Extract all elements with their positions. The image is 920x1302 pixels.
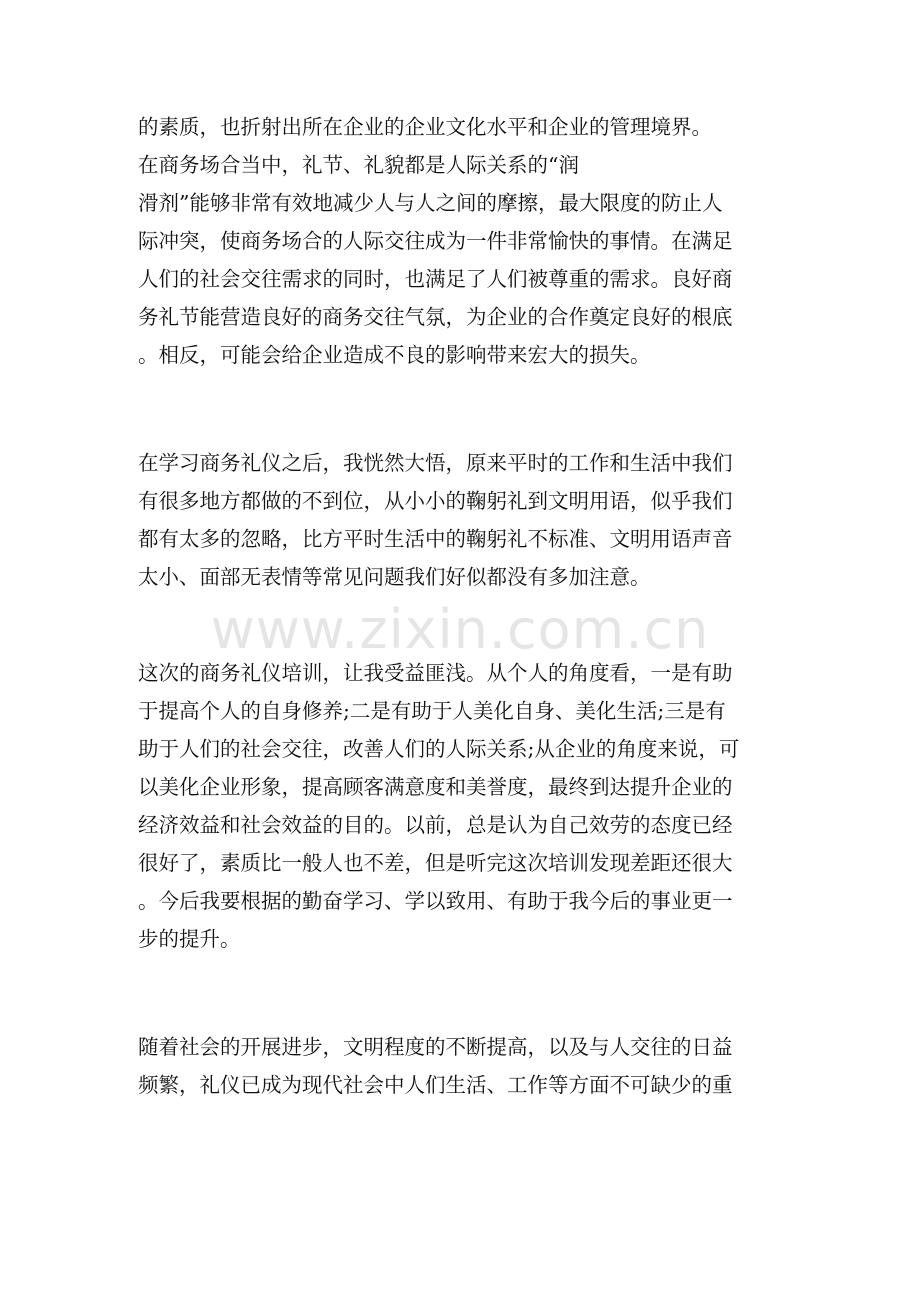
paragraph-4 (138, 1028, 788, 1104)
paragraph-line: 在商务场合当中，礼节、礼貌都是人际关系的“润 (138, 153, 579, 177)
paragraph-line: 于提高个人的自身修养;二是有助于人美化自身、美化生活;三是有 (138, 699, 726, 723)
paragraph-line: 都有太多的忽略，比方平时生活中的鞠躬礼不标准、文明用语声音 (138, 527, 733, 551)
paragraph-line: 以美化企业形象，提高顾客满意度和美誉度，最终到达提升企业的 (138, 775, 733, 799)
paragraph-line: 助于人们的社会交往，改善人们的人际关系;从企业的角度来说，可 (138, 737, 740, 761)
paragraph-line: 务礼节能营造良好的商务交往气氛，为企业的合作奠定良好的根底 (138, 305, 733, 329)
paragraph-line: 。今后我要根据的勤奋学习、学以致用、有助于我今后的事业更一 (138, 889, 733, 913)
paragraph-1 (138, 108, 788, 374)
paragraph-line: 频繁，礼仪已成为现代社会中人们生活、工作等方面不可缺少的重 (138, 1073, 733, 1097)
paragraph-line: 滑剂”能够非常有效地减少人与人之间的摩擦，最大限度的防止人 (138, 191, 723, 215)
paragraph-line: 很好了，素质比一般人也不差，但是听完这次培训发现差距还很大 (138, 851, 733, 875)
paragraph-line: 在学习商务礼仪之后，我恍然大悟，原来平时的工作和生活中我们 (138, 451, 733, 475)
paragraph-line: 步的提升。 (138, 927, 241, 951)
paragraph-line: 随着社会的开展进步，文明程度的不断提高，以及与人交往的日益 (138, 1035, 733, 1059)
paragraph-2 (138, 444, 788, 596)
paragraph-line: 的素质，也折射出所在企业的企业文化水平和企业的管理境界。 (138, 115, 712, 139)
paragraph-3 (138, 654, 788, 958)
paragraph-line: 经济效益和社会效益的目的。以前，总是认为自己效劳的态度已经 (138, 813, 733, 837)
paragraph-line: 际冲突，使商务场合的人际交往成为一件非常愉快的事情。在满足 (138, 229, 733, 253)
paragraph-line: 这次的商务礼仪培训，让我受益匪浅。从个人的角度看，一是有助 (138, 661, 733, 685)
watermark-text: www.zixin.com.cn (210, 598, 710, 661)
paragraph-line: 。相反，可能会给企业造成不良的影响带来宏大的损失。 (138, 343, 651, 367)
paragraph-line: 太小、面部无表情等常见问题我们好似都没有多加注意。 (138, 565, 651, 589)
paragraph-line: 人们的社会交往需求的同时，也满足了人们被尊重的需求。良好商 (138, 267, 733, 291)
paragraph-line: 有很多地方都做的不到位，从小小的鞠躬礼到文明用语，似乎我们 (138, 489, 733, 513)
